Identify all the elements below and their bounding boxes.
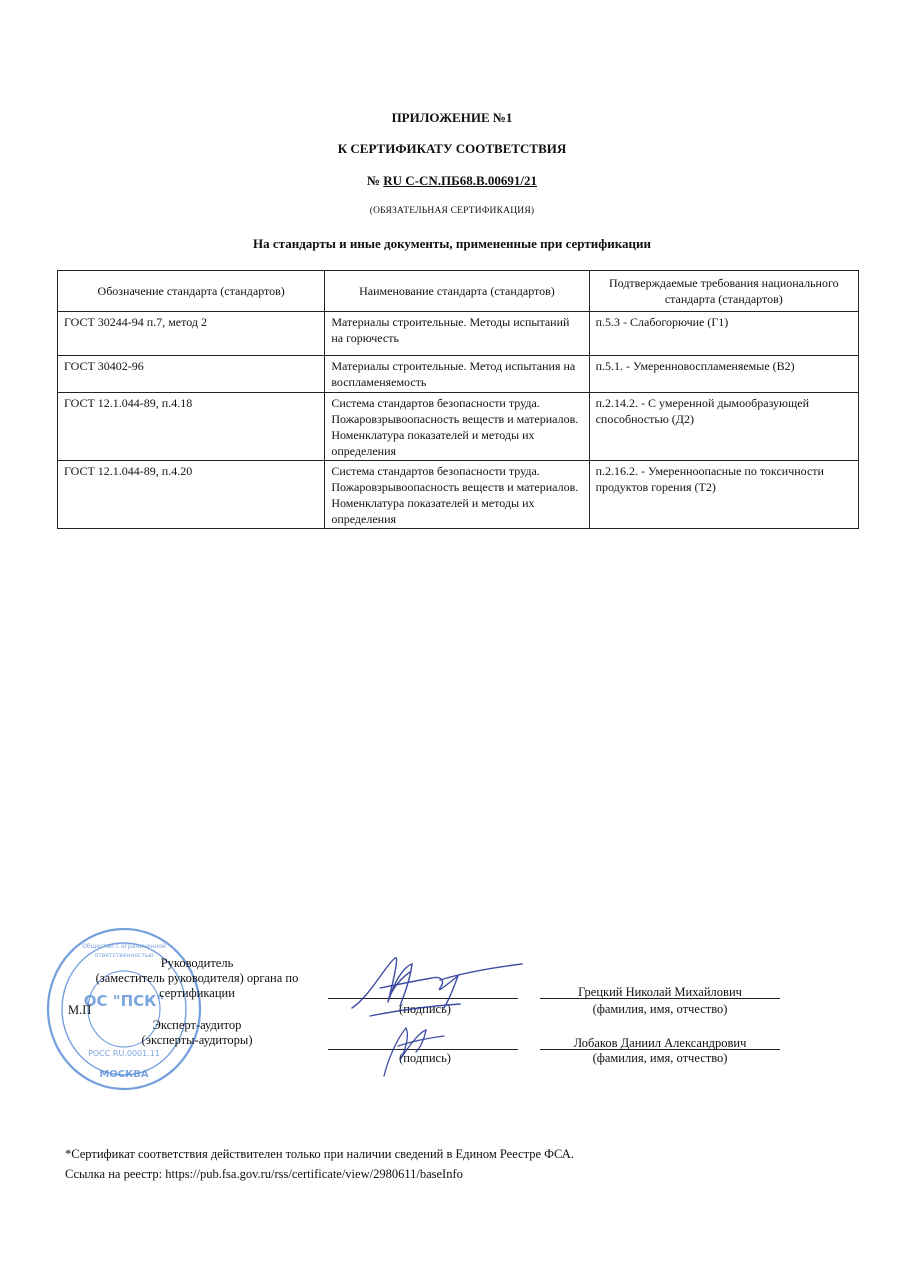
expert-label-line: (эксперты-аудиторы) <box>141 1033 253 1047</box>
cell-requirement: п.5.1. - Умеренновоспламеняемые (В2) <box>589 356 858 393</box>
head-label <box>82 956 312 1001</box>
head-signature-caption: (подпись) <box>399 1002 451 1016</box>
footer-notes <box>65 1144 574 1184</box>
footer-validity-note: *Сертификат соответствия действителен только при наличии сведений в Едином Реестре ФСА. <box>65 1147 574 1161</box>
svg-text:РОСС RU.0001.11: РОСС RU.0001.11 <box>88 1049 160 1058</box>
appendix-title: ПРИЛОЖЕНИЕ №1 <box>391 110 513 125</box>
certificate-number-value: RU C-CN.ПБ68.В.00691/21 <box>383 173 538 188</box>
cell-designation: ГОСТ 30244-94 п.7, метод 2 <box>58 312 325 356</box>
certification-type: (ОБЯЗАТЕЛЬНАЯ СЕРТИФИКАЦИЯ) <box>369 206 535 216</box>
table-caption: На стандарты и иные документы, примененные при сертификации <box>253 236 651 251</box>
cell-requirement: п.5.3 - Слабогорючие (Г1) <box>589 312 858 356</box>
seal-mark-label: М.П <box>68 1003 92 1017</box>
head-full-name: Грецкий Николай Михайлович <box>578 985 742 999</box>
footer-registry-link: Ссылка на реестр: https://pub.fsa.gov.ru/rss/certificate/view/2980611/baseInfo <box>65 1167 463 1181</box>
svg-text:МОСКВА: МОСКВА <box>99 1069 149 1080</box>
svg-text:ОС "ПСК": ОС "ПСК" <box>83 992 165 1010</box>
table-row <box>58 461 859 529</box>
head-label-line: Руководитель <box>160 956 234 970</box>
certificate-number-prefix: № <box>366 173 384 188</box>
head-label-line: (заместитель руководителя) органа по <box>95 971 299 985</box>
header-standard-name: Наименование стандарта (стандартов) <box>325 271 589 312</box>
appendix-subtitle: К СЕРТИФИКАТУ СООТВЕТСТВИЯ <box>337 141 567 156</box>
expert-signature-caption: (подпись) <box>399 1051 451 1065</box>
table-row <box>58 312 859 356</box>
expert-full-name: Лобаков Даниил Александрович <box>573 1036 747 1050</box>
cell-requirement: п.2.16.2. - Умеренноопасные по токсичности продуктов горения (Т2) <box>589 461 858 529</box>
standards-table <box>57 270 859 529</box>
expert-label <box>112 1018 282 1048</box>
handwritten-signature-icon <box>340 936 530 1086</box>
cell-name: Материалы строительные. Метод испытания на воспламеняемость <box>325 356 589 393</box>
certificate-number <box>0 173 904 189</box>
cell-designation: ГОСТ 12.1.044-89, п.4.18 <box>58 393 325 461</box>
cell-requirement: п.2.14.2. - С умеренной дымообразующей способностью (Д2) <box>589 393 858 461</box>
expert-label-line: Эксперт-аудитор <box>152 1018 242 1032</box>
cell-name: Система стандартов безопасности труда. Пожаровзрывоопасность веществ и материалов. Номенклатура показателей и методы их определения <box>325 461 589 529</box>
cell-name: Система стандартов безопасности труда. Пожаровзрывоопасность веществ и материалов. Номенклатура показателей и методы их определения <box>325 393 589 461</box>
table-row <box>58 356 859 393</box>
svg-text:ответственностью: ответственностью <box>94 952 154 959</box>
svg-text:Общество с ограниченной: Общество с ограниченной <box>82 943 166 950</box>
header-standard-designation: Обозначение стандарта (стандартов) <box>58 271 325 312</box>
cell-designation: ГОСТ 30402-96 <box>58 356 325 393</box>
table-row <box>58 393 859 461</box>
cell-name: Материалы строительные. Методы испытаний на горючесть <box>325 312 589 356</box>
head-name-caption: (фамилия, имя, отчество) <box>592 1002 728 1016</box>
header-requirements: Подтверждаемые требования национального стандарта (стандартов) <box>589 271 858 312</box>
expert-name-caption: (фамилия, имя, отчество) <box>592 1051 728 1065</box>
cell-designation: ГОСТ 12.1.044-89, п.4.20 <box>58 461 325 529</box>
head-label-line: сертификации <box>159 986 235 1000</box>
table-header-row <box>58 271 859 312</box>
